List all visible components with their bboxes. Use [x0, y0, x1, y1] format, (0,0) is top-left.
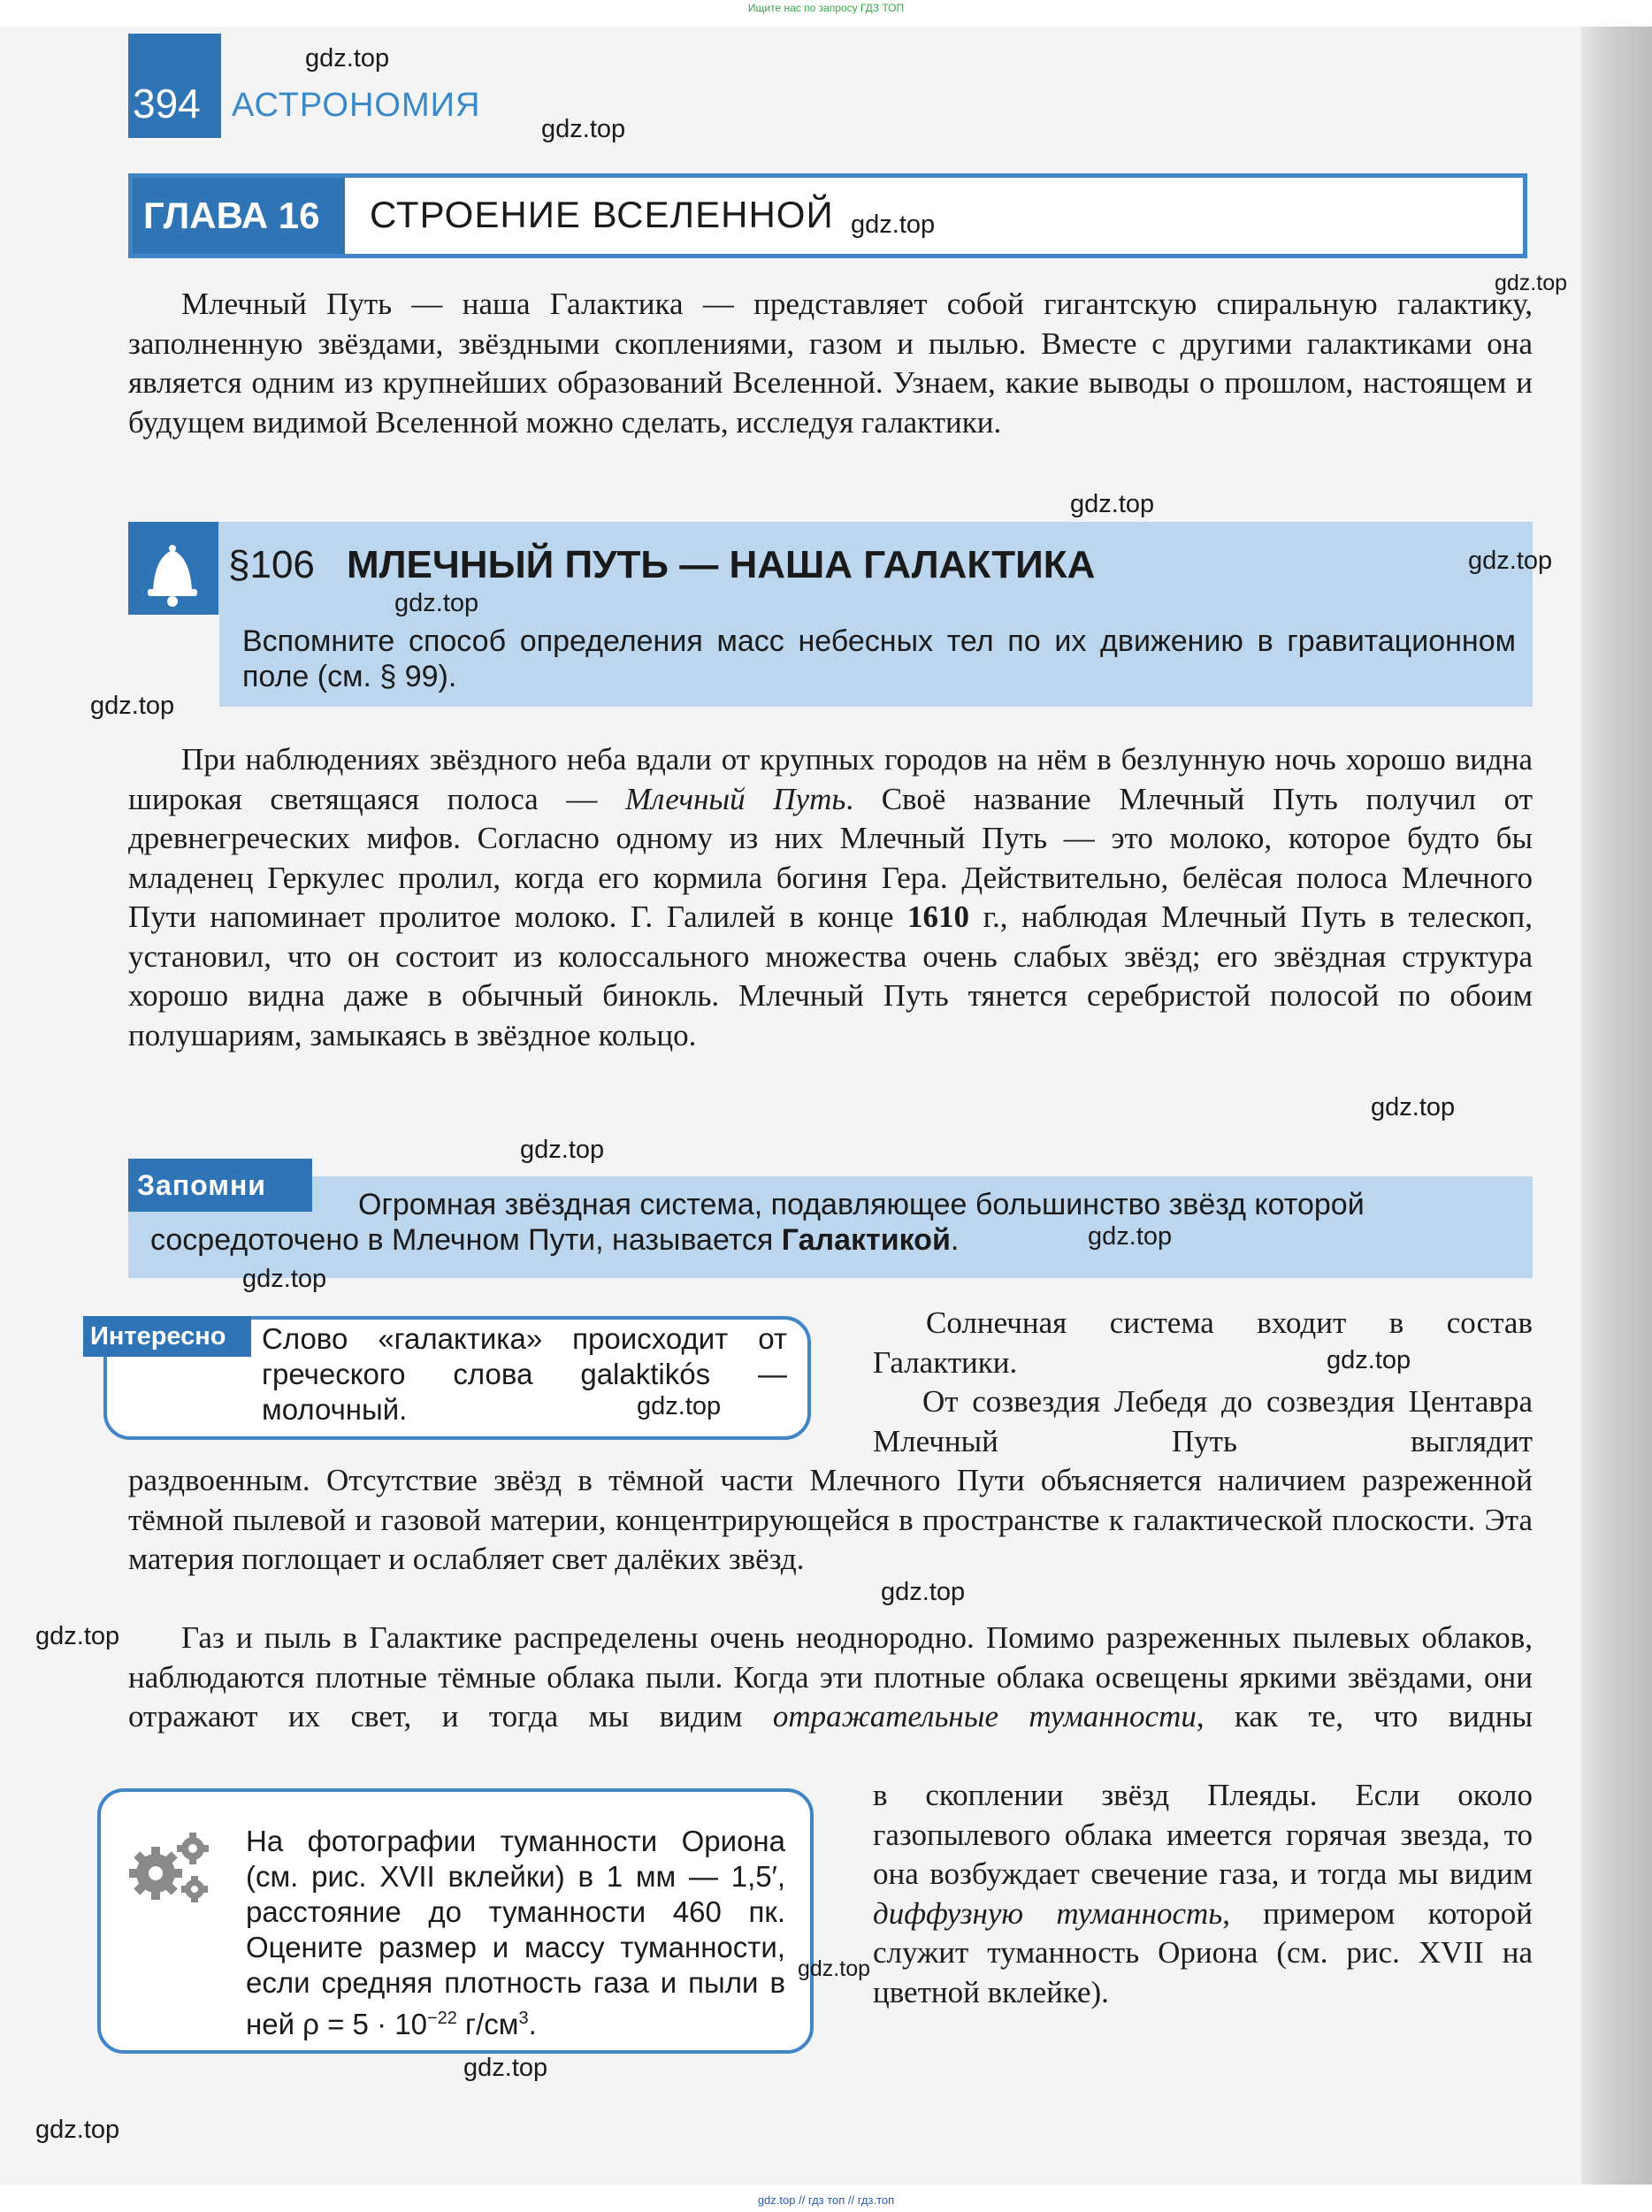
remember-text: Огромная звёздная система, подавляющее большинство звёзд которой сосредоточено в Млечном Пути, называется Галактикой.: [150, 1188, 1365, 1257]
paragraph-nebulae-end: в скоплении звёзд Плеяды. Если около газопылевого облака имеется горячая звезда, то она возбуждает свечение газа, и тогда мы видим диффузную туманность, примером которой служит туманность Ориона (см. рис. XVII на цветной вклейке).: [873, 1778, 1533, 2009]
page-number: 394: [133, 80, 201, 126]
watermark: gdz.top: [35, 2116, 120, 2144]
paragraph-solar-system: Солнечная система входит в состав Галактики.: [873, 1305, 1533, 1380]
watermark: gdz.top: [90, 692, 175, 720]
term-reflection-nebulae: отражательные туманности: [772, 1699, 1197, 1734]
task-text: На фотографии туманности Ориона (см. рис. XVII вклейки) в 1 мм — 1,5′, расстояние до туманности 460 пк. Оцените размер и массу туманности, если средняя плотность газа и пыли в ней $\rho = 5 \cdot 10^{-22}$ $г/см^3$.: [246, 1825, 785, 2040]
watermark: gdz.top: [541, 115, 626, 143]
term-galaxy: Галактикой: [781, 1223, 951, 1257]
watermark: gdz.top: [637, 1392, 722, 1420]
year: 1610: [907, 899, 969, 934]
running-title: АСТРОНОМИЯ: [232, 87, 481, 124]
watermark: gdz.top: [1070, 490, 1155, 518]
remember-label: Запомни: [128, 1159, 312, 1212]
paragraph-milky-way: При наблюдениях звёздного неба вдали от крупных городов на нём в безлунную ночь хорошо видна широкая светящаяся полоса — Млечный Путь. Своё название Млечный Путь получил от древнегреческих мифов. Согласно одному из них Млечный Путь — это молоко, которое будто бы младенец Геркулес пролил, когда его кормила богиня Гера. Действительно, белёсая полоса Млечного Пути напоминает пролитое молоко. Г. Галилей в конце 1610 г., наблюдая Млечный Путь в телескоп, установил, что он состоит из колоссального множества очень слабых звёзд; его звёздная структура хорошо видна даже в обычный бинокль. Млечный Путь тянется серебристой полосой по обоим полушариям, замыкаясь в звёздное кольцо.: [128, 742, 1533, 1052]
watermark: gdz.top: [1327, 1346, 1411, 1374]
interesting-label: Интересно: [83, 1316, 251, 1357]
bell-icon: [128, 522, 218, 615]
top-banner: Ищите нас по запросу ГДЗ ТОП: [747, 2, 905, 14]
watermark: gdz.top: [305, 44, 390, 73]
chapter-title: СТРОЕНИЕ ВСЕЛЕННОЙ: [370, 194, 834, 235]
watermark: gdz.top: [520, 1136, 605, 1164]
term-diffuse-nebula: диффузную туманность: [873, 1895, 1223, 1931]
recall-text: Вспомните способ определения масс небесных тел по их движению в гравитационном поле (см. § 99).: [242, 624, 1516, 693]
watermark: gdz.top: [35, 1622, 120, 1650]
book-spine: [1581, 27, 1652, 2185]
term-milky-way: Млечный Путь: [625, 781, 846, 816]
watermark: gdz.top: [463, 2054, 548, 2082]
section-icon-box: [128, 522, 218, 615]
watermark: gdz.top: [1468, 547, 1553, 575]
intro-paragraph: Млечный Путь — наша Галактика — представляет собой гигантскую спиральную галактику, заполненную звёздами, звёздными скоплениями, газом и пылью. Вместе с другими галактиками она является одним из крупнейших образований Вселенной. Узнаем, какие выводы о прошлом, настоящем и будущем видимой Вселенной можно сделать, исследуя галактики.: [128, 287, 1533, 440]
section-number: §106: [228, 543, 315, 586]
watermark: gdz.top: [1495, 271, 1568, 295]
watermark: gdz.top: [851, 210, 936, 239]
section-title: МЛЕЧНЫЙ ПУТЬ — НАША ГАЛАКТИКА: [347, 543, 1096, 586]
watermark: gdz.top: [394, 589, 479, 617]
chapter-header: [128, 173, 1527, 258]
watermark: gdz.top: [798, 1956, 871, 1981]
watermark: gdz.top: [1088, 1222, 1173, 1251]
watermark: gdz.top: [1371, 1093, 1456, 1121]
chapter-label: ГЛАВА 16: [133, 178, 345, 254]
paragraph-dual-start: От созвездия Лебедя до созвездия Центавра Млечный Путь выглядит: [873, 1384, 1533, 1458]
watermark: gdz.top: [881, 1578, 966, 1606]
paragraph-dual-rest: раздвоенным. Отсутствие звёзд в тёмной части Млечного Пути объясняется наличием разреженной тёмной пылевой и газовой материи, концентрирующейся в пространстве к галактической плоскости. Эта материя поглощает и ослабляет свет далёких звёзд.: [128, 1463, 1533, 1576]
gears-icon: [124, 1829, 216, 1910]
paragraph-nebulae-start: Газ и пыль в Галактике распределены очень неоднородно. Помимо разреженных пылевых облаков, наблюдаются плотные тёмные облака пыли. Когда эти плотные облака освещены яркими звёздами, они отражают их свет, и тогда мы видим отражательные туманности, как те, что видны: [128, 1620, 1533, 1734]
bottom-banner: gdz.top // гдз топ // гдз.топ: [757, 2193, 895, 2207]
interesting-text: Слово «галактика» происходит от греческого слова galaktikós — молочный.: [262, 1322, 787, 1426]
watermark: gdz.top: [242, 1265, 327, 1293]
